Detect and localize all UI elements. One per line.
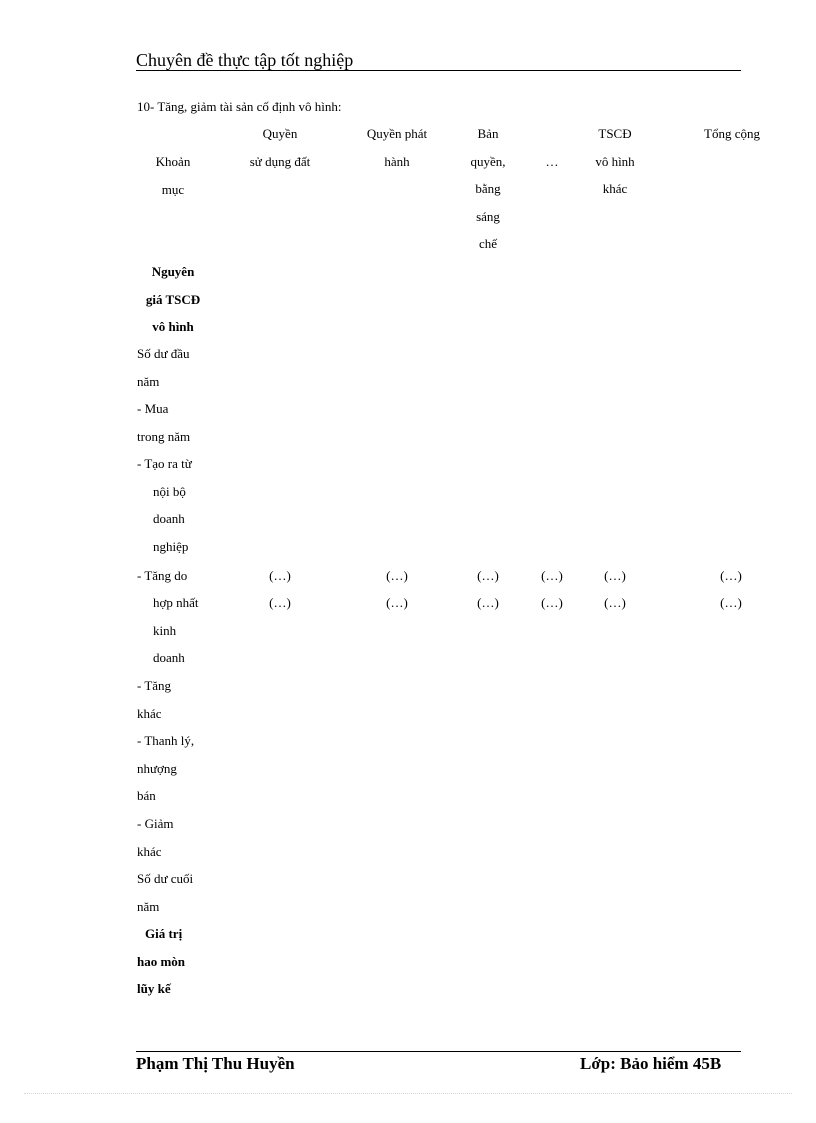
footer-author: Phạm Thị Thu Huyền (136, 1054, 295, 1073)
row-opening-balance: Số dư đầu năm (137, 346, 190, 389)
row-other-decrease: - Giảm khác (137, 816, 174, 859)
table-cell: (…) (386, 595, 408, 610)
page-bottom-border (24, 1093, 792, 1094)
table-cell: (…) (720, 568, 742, 583)
table-cell: (…) (477, 595, 499, 610)
col-header-other-intangible: TSCĐ vô hình khác (595, 126, 635, 196)
table-cell: (…) (604, 595, 626, 610)
row-disposal: - Thanh lý, nhượng bán (137, 733, 195, 803)
footer-divider (136, 1051, 741, 1052)
col-header-land-use-rights: Quyền sử dụng đất (249, 126, 311, 169)
table-cell: (…) (269, 568, 291, 583)
row-internally-created: - Tạo ra từ nội bộ doanh nghiệp (137, 456, 192, 554)
col-header-copyright-patent: Bản quyền, bằng sáng chế (470, 126, 506, 251)
table-cell: (…) (541, 568, 563, 583)
table-cell: (…) (269, 595, 291, 610)
row-increase-from: - Tăng do (137, 568, 188, 583)
row-purchased: - Mua trong năm (137, 401, 191, 444)
col-header-item: Khoản mục (155, 154, 191, 197)
table-cell: (…) (477, 568, 499, 583)
document-header-title: Chuyên đề thực tập tốt nghiệp (136, 50, 354, 70)
footer-class: Lớp: Bảo hiểm 45B (580, 1054, 722, 1073)
section-title: 10- Tăng, giảm tài sản cố định vô hình: (137, 99, 342, 114)
row-other-increase: - Tăng khác (137, 678, 172, 721)
row-accumulated-depreciation-heading: Giá trị hao mòn lũy kế (137, 926, 186, 996)
header-divider (136, 70, 741, 71)
col-header-ellipsis: … (545, 154, 559, 169)
col-header-total: Tổng cộng (704, 126, 760, 141)
table-cell: (…) (720, 595, 742, 610)
table-cell: (…) (386, 568, 408, 583)
row-closing-balance: Số dư cuối năm (137, 871, 194, 914)
col-header-issuance-rights: Quyền phát hành (366, 126, 428, 169)
table-cell: (…) (541, 595, 563, 610)
row-business-combination: hợp nhất kinh doanh (153, 595, 199, 665)
row-original-cost-heading: Nguyên giá TSCĐ vô hình (145, 264, 201, 334)
table-cell: (…) (604, 568, 626, 583)
